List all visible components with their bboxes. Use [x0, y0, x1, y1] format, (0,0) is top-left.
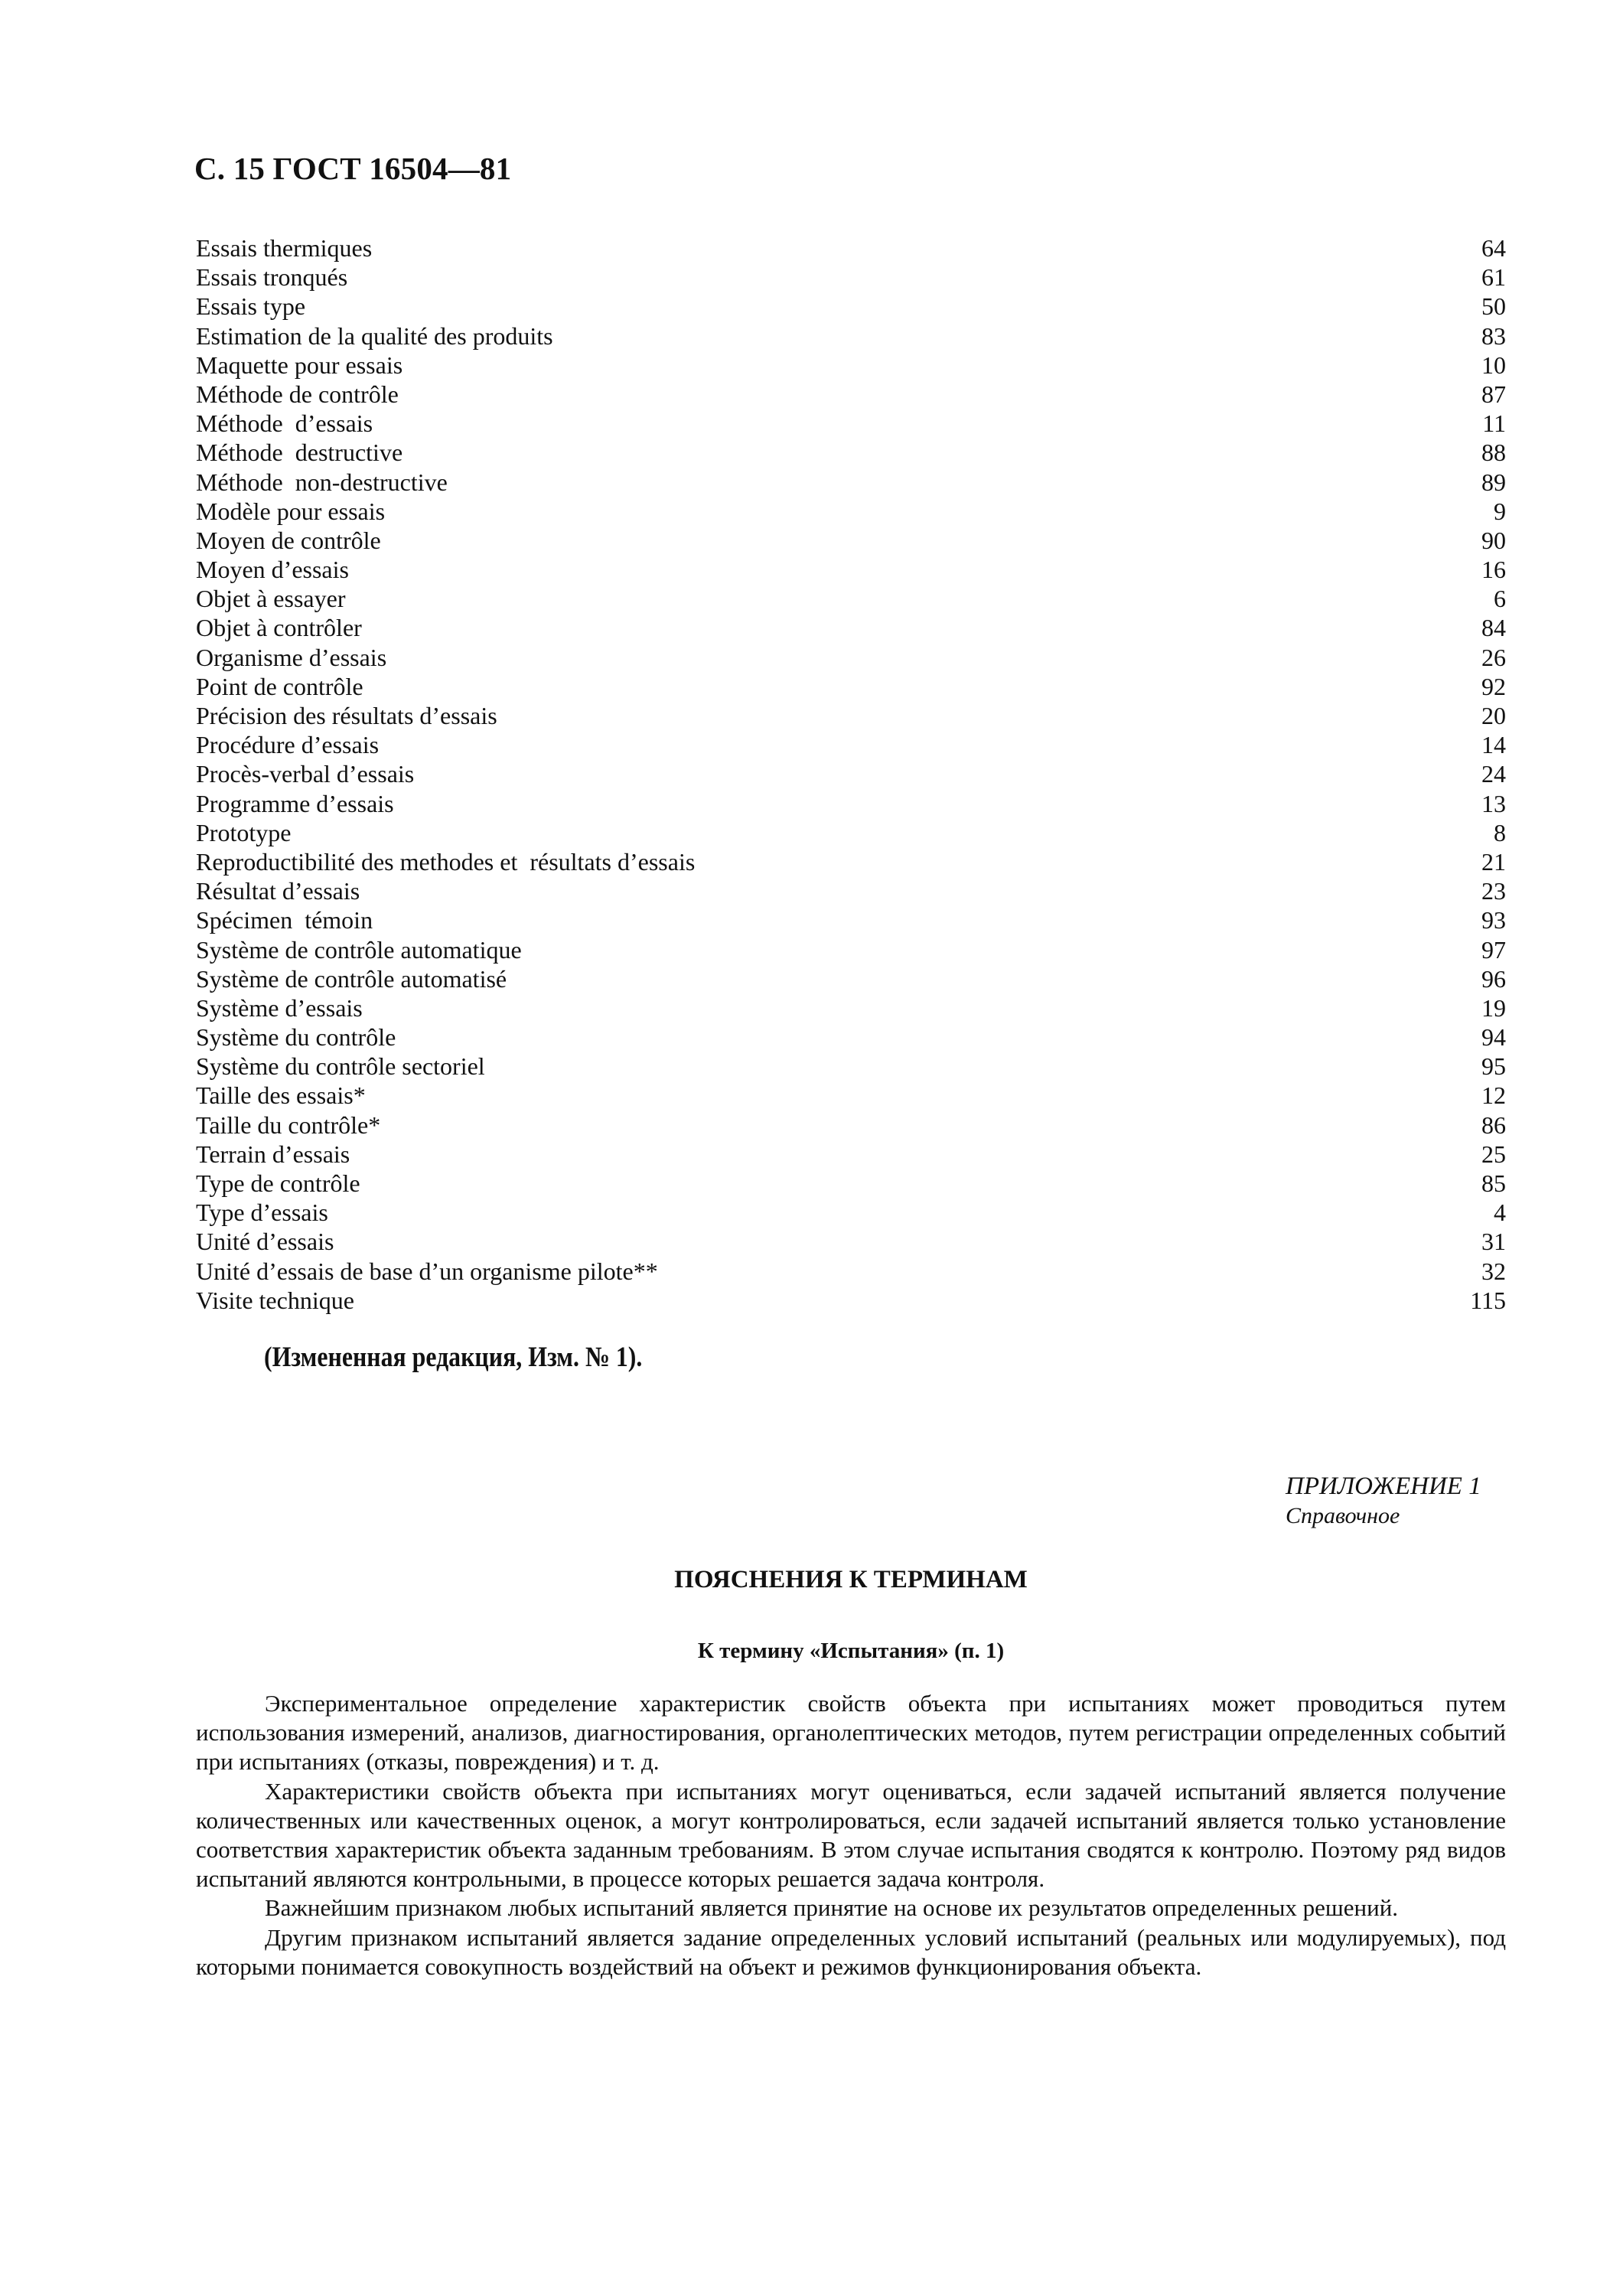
index-number: 95: [1481, 1052, 1506, 1081]
index-number: 84: [1481, 614, 1506, 642]
index-number: 94: [1481, 1023, 1506, 1052]
index-number: 23: [1481, 877, 1506, 905]
paragraph: Другим признаком испытаний является задание определенных условий испытаний (реальных или модулируемых), под которыми понимается совокупность воздействий на объект и режимов функционирования объекта.: [196, 1923, 1506, 1980]
index-number: 24: [1481, 760, 1506, 788]
index-number: 87: [1481, 380, 1506, 408]
index-term: Type d’essais: [196, 1199, 328, 1227]
index-row: [196, 1257, 1506, 1286]
appendix-kind: Справочное: [1286, 1503, 1400, 1528]
index-number: 9: [1494, 497, 1506, 525]
index-row: [196, 351, 1506, 380]
body-text: [196, 1689, 1506, 1981]
amendment-note: (Измененная редакция, Изм. № 1).: [264, 1342, 643, 1373]
index-number: 4: [1494, 1199, 1506, 1227]
index-term: Procédure d’essais: [196, 731, 380, 759]
index-number: 83: [1481, 321, 1506, 350]
index-row: [196, 876, 1506, 905]
index-term: Moyen d’essais: [196, 556, 349, 584]
index-row: [196, 1140, 1506, 1169]
index-term: Taille du contrôle*: [196, 1110, 381, 1139]
index-term: Prototype: [196, 818, 292, 846]
index-row: [196, 993, 1506, 1022]
index-number: 50: [1481, 292, 1506, 321]
index-number: 12: [1481, 1081, 1506, 1110]
term-index-list: [196, 233, 1506, 1315]
index-term: Organisme d’essais: [196, 643, 387, 671]
subsection-title: К термину «Испытания» (п. 1): [697, 1639, 1005, 1663]
index-number: 25: [1481, 1140, 1506, 1168]
index-row: [196, 759, 1506, 788]
index-term: Résultat d’essais: [196, 877, 360, 905]
index-term: Méthode non-destructive: [196, 468, 448, 496]
index-term: Procès-verbal d’essais: [196, 760, 415, 788]
index-number: 11: [1482, 409, 1506, 438]
index-row: [196, 1198, 1506, 1227]
index-row: [196, 905, 1506, 934]
index-term: Unité d’essais: [196, 1228, 334, 1256]
index-row: [196, 935, 1506, 964]
index-row: [196, 1286, 1506, 1315]
index-row: [196, 643, 1506, 672]
index-row: [196, 526, 1506, 555]
index-row: [196, 964, 1506, 993]
index-term: Essais type: [196, 292, 306, 321]
index-number: 96: [1481, 964, 1506, 993]
index-number: 92: [1481, 672, 1506, 700]
index-row: [196, 1052, 1506, 1081]
index-number: 64: [1481, 234, 1506, 262]
index-number: 14: [1481, 731, 1506, 759]
index-row: [196, 438, 1506, 467]
index-term: Moyen de contrôle: [196, 526, 381, 554]
index-row: [196, 409, 1506, 438]
index-number: 89: [1481, 468, 1506, 496]
index-row: [196, 1227, 1506, 1256]
index-row: [196, 1169, 1506, 1198]
index-number: 85: [1481, 1169, 1506, 1197]
index-term: Essais tronqués: [196, 263, 348, 292]
index-row: [196, 497, 1506, 526]
index-term: Point de contrôle: [196, 672, 363, 700]
index-term: Unité d’essais de base d’un organisme pilote**: [196, 1257, 658, 1285]
index-number: 88: [1481, 439, 1506, 467]
index-number: 16: [1481, 556, 1506, 584]
index-number: 20: [1481, 702, 1506, 729]
index-number: 115: [1470, 1286, 1506, 1314]
index-row: [196, 613, 1506, 642]
index-term: Système du contrôle sectoriel: [196, 1052, 485, 1081]
index-number: 97: [1481, 935, 1506, 964]
index-number: 21: [1481, 847, 1506, 876]
index-term: Objet à contrôler: [196, 614, 362, 642]
index-number: 6: [1494, 585, 1506, 613]
paragraph: Характеристики свойств объекта при испытаниях могут оцениваться, если задачей испытаний является получение количественных или качественных оценок, а могут контролироваться, если задачей испытаний является только установление соответствия характеристик объекта заданным требованиям. В этом случае испытания сводятся к контролю. Поэтому ряд видов испытаний являются контрольными, в процессе которых решается задача контроля.: [196, 1777, 1506, 1893]
index-term: Objet à essayer: [196, 585, 346, 613]
index-term: Méthode d’essais: [196, 409, 373, 438]
index-row: [196, 672, 1506, 701]
appendix-header: [1286, 1471, 1523, 1531]
index-term: Taille des essais*: [196, 1081, 366, 1110]
index-row: [196, 789, 1506, 818]
index-term: Programme d’essais: [196, 789, 394, 817]
index-row: [196, 233, 1506, 263]
index-term: Essais thermiques: [196, 234, 373, 262]
index-number: 13: [1481, 789, 1506, 817]
index-term: Estimation de la qualité des produits: [196, 321, 553, 350]
index-number: 32: [1481, 1257, 1506, 1285]
index-term: Maquette pour essais: [196, 351, 403, 379]
index-row: [196, 847, 1506, 876]
index-number: 31: [1481, 1228, 1506, 1256]
index-term: Méthode destructive: [196, 439, 403, 467]
index-number: 86: [1481, 1110, 1506, 1139]
section-title: ПОЯСНЕНИЯ К ТЕРМИНАМ: [674, 1566, 1028, 1593]
index-row: [196, 584, 1506, 613]
index-term: Spécimen témoin: [196, 906, 373, 934]
index-term: Système de contrôle automatisé: [196, 964, 507, 993]
index-row: [196, 701, 1506, 730]
index-row: [196, 263, 1506, 292]
index-row: [196, 468, 1506, 497]
index-number: 93: [1481, 906, 1506, 934]
index-term: Précision des résultats d’essais: [196, 702, 497, 729]
index-row: [196, 730, 1506, 759]
index-row: [196, 292, 1506, 321]
index-row: [196, 380, 1506, 409]
index-number: 10: [1481, 351, 1506, 379]
index-number: 61: [1481, 263, 1506, 292]
index-term: Terrain d’essais: [196, 1140, 350, 1168]
index-term: Système de contrôle automatique: [196, 935, 522, 964]
index-number: 19: [1481, 993, 1506, 1022]
index-row: [196, 1022, 1506, 1052]
index-row: [196, 321, 1506, 351]
paragraph: Важнейшим признаком любых испытаний является принятие на основе их результатов определенных решений.: [265, 1894, 1399, 1922]
index-term: Visite technique: [196, 1286, 354, 1314]
appendix-label: ПРИЛОЖЕНИЕ 1: [1286, 1473, 1481, 1500]
index-term: Méthode de contrôle: [196, 380, 399, 408]
index-number: 8: [1494, 818, 1506, 846]
index-row: [196, 555, 1506, 584]
index-term: Reproductibilité des methodes et résultats d’essais: [196, 847, 696, 876]
index-number: 26: [1481, 643, 1506, 671]
index-number: 90: [1481, 526, 1506, 554]
paragraph: Экспериментальное определение характеристик свойств объекта при испытаниях может проводиться путем использования измерений, анализов, диагностирования, органолептических методов, путем регистрации определенных событий при испытаниях (отказы, повреждения) и т. д.: [196, 1690, 1506, 1776]
index-term: Système du contrôle: [196, 1023, 396, 1052]
page-title: С. 15 ГОСТ 16504—81: [194, 151, 512, 186]
index-row: [196, 1081, 1506, 1110]
index-term: Modèle pour essais: [196, 497, 386, 525]
index-term: Type de contrôle: [196, 1169, 360, 1197]
index-row: [196, 818, 1506, 847]
index-row: [196, 1110, 1506, 1140]
index-term: Système d’essais: [196, 993, 363, 1022]
